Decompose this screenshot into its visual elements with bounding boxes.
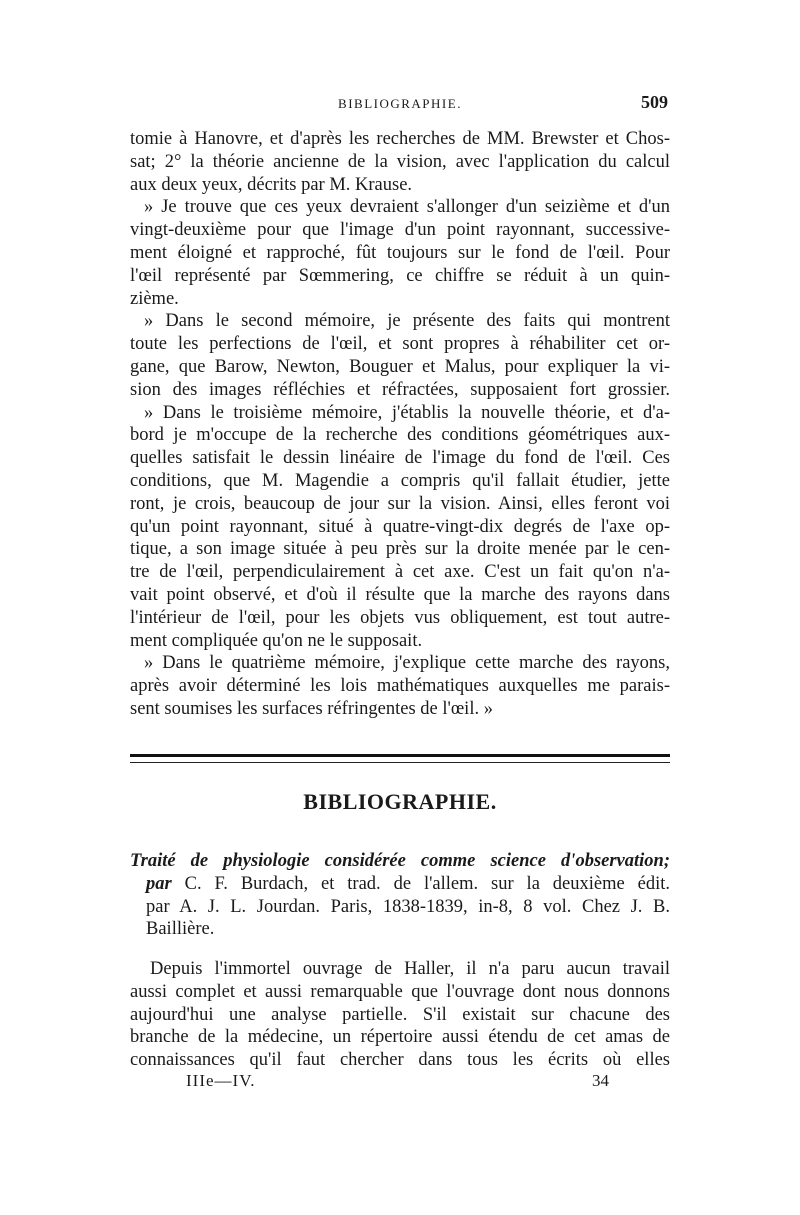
text-line: connaissances qu'il faut chercher dans tous les écrits où elles [130, 1050, 670, 1071]
entry-author-line [130, 873, 670, 896]
text-line: sat; 2° la théorie ancienne de la vision, avec l'application du calcul [130, 151, 670, 172]
entry-title-line [130, 850, 670, 873]
text-line: aussi complet et aussi remarquable que l'ouvrage dont nous donnons [130, 981, 670, 1002]
entry-title: Traité de physiologie considérée comme science d'observation; [130, 851, 670, 871]
text-line: » Dans le troisième mémoire, j'établis la nouvelle théorie, et d'a- [144, 402, 670, 423]
text-line: l'intérieur de l'œil, pour les objets vus obliquement, est tout autre- [130, 607, 670, 628]
entry-author: C. F. Burdach, et trad. de l'allem. sur la deuxième édit. [184, 873, 670, 894]
text-line: sent soumises les surfaces réfringentes de l'œil. » [130, 698, 493, 719]
text-line: bord je m'occupe de la recherche des conditions géométriques aux- [130, 425, 670, 446]
page-header [130, 92, 670, 114]
text-line: gane, que Barow, Newton, Bouguer et Malus, pour expliquer la vi- [130, 356, 670, 377]
text-line: » Dans le second mémoire, je présente des faits qui montrent [144, 311, 670, 332]
text-line: vait point observé, et d'où il résulte que la marche des rayons dans [130, 584, 670, 605]
text-line: toute les perfections de l'œil, et sont propres à réhabiliter cet or- [130, 334, 670, 355]
text-line: zième. [130, 288, 179, 309]
sheet-number: 34 [592, 1071, 609, 1090]
text-line: » Je trouve que ces yeux devraient s'allonger d'un seizième et d'un [144, 197, 670, 218]
text-line: aux deux yeux, décrits par M. Krause. [130, 174, 413, 195]
text-line: Depuis l'immortel ouvrage de Haller, il n'a paru aucun travail [150, 959, 670, 979]
text-line: vingt-deuxième pour que l'image d'un point rayonnant, successive- [130, 220, 670, 241]
signature-mark: IIIe—IV. [186, 1071, 256, 1090]
text-line: tomie à Hanovre, et d'après les recherches de MM. Brewster et Chos- [130, 129, 670, 149]
page-footer [130, 1071, 670, 1093]
bibliography-entry [130, 850, 670, 941]
text-line: quelles satisfait le dessin linéaire de l'image du fond de l'œil. Ces [130, 448, 670, 469]
text-line: l'œil représenté par Sœmmering, ce chiffre se réduit à un quin- [130, 265, 670, 286]
text-line: tique, a son image située à peu près sur la droite menée par le cen- [130, 539, 670, 560]
text-line: ront, je crois, beaucoup de jour sur la vision. Ainsi, elles feront voi [130, 493, 670, 514]
body-text [130, 128, 670, 721]
section-divider-thick [130, 754, 670, 757]
section-title: BIBLIOGRAPHIE. [303, 789, 497, 814]
text-line: après avoir déterminé les lois mathématiques auxquelles me parais- [130, 676, 670, 697]
entry-by: par [146, 873, 172, 894]
section-divider-thin [130, 762, 670, 763]
text-line: conditions, que M. Magendie a compris qu'il fallait étudier, jette [130, 470, 670, 491]
text-line: ment éloigné et rapproché, fût toujours sur le fond de l'œil. Pour [130, 242, 670, 263]
text-line: » Dans le quatrième mémoire, j'explique cette marche des rayons, [144, 653, 670, 674]
text-line: tre de l'œil, perpendiculairement à cet axe. C'est un fait qu'on n'a- [130, 562, 670, 583]
text-line: branche de la médecine, un répertoire aussi étendu de cet amas de [130, 1027, 670, 1048]
text-line: sion des images réfléchies et réfractées, supposaient fort grossier. [130, 379, 670, 400]
text-line: ment compliquée qu'on ne le supposait. [130, 630, 423, 651]
review-text [130, 958, 670, 1072]
text-line: qu'un point rayonnant, situé à quatre-vingt-dix degrés de l'axe op- [130, 516, 670, 537]
entry-translator-line: par A. J. L. Jourdan. Paris, 1838-1839, in-8, 8 vol. Chez J. B. [146, 896, 670, 917]
text-line: aujourd'hui une analyse partielle. S'il existait sur chacune des [130, 1004, 670, 1025]
entry-publisher-line: Baillière. [146, 919, 215, 940]
page-number: 509 [641, 92, 668, 112]
running-head: BIBLIOGRAPHIE. [338, 96, 462, 111]
